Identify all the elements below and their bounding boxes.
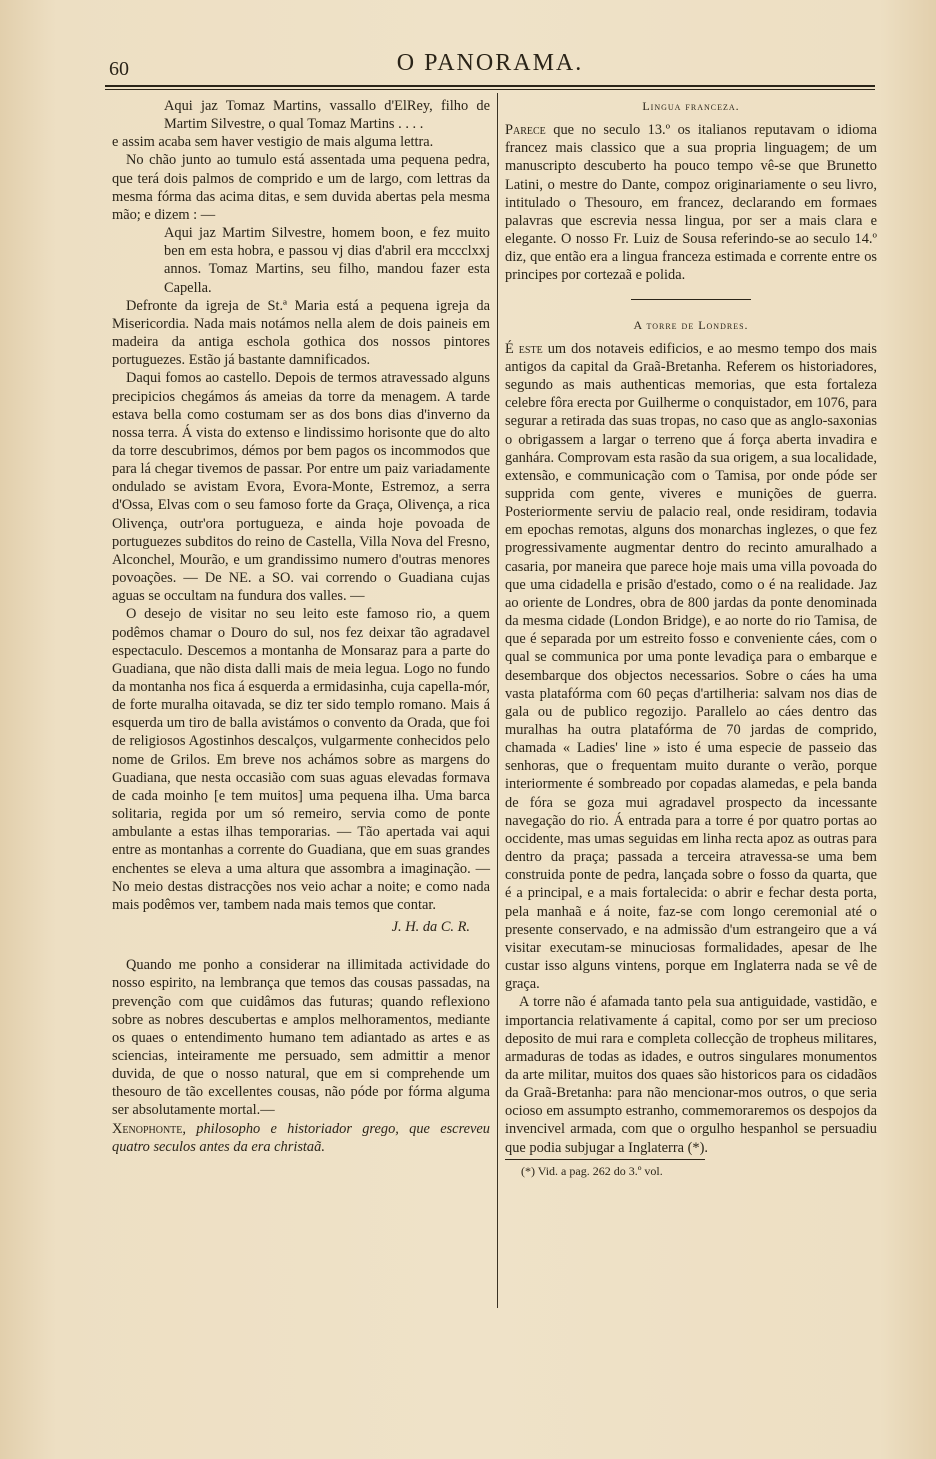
section-divider (631, 299, 751, 300)
paragraph: e assim acaba sem haver vestigio de mais alguma lettra. (112, 134, 434, 151)
attribution (112, 1120, 490, 1156)
paragraph: Daqui fomos ao castello. Depois de termos atravessado alguns precipicios chegámos ás ameias da torre da menagem. A tarde estava bella como costumam ser as dos bons dias d'inverno da nossa terra. Á vista do extenso e lindissimo horisonte que do alto da torre descubrimos, démos por bem pagos os incommodos que para lá chegar tivemos de passar. Por entre um paiz variadamente ondulado se avistam Evora, Evora-Monte, Estremoz, a serra d'Ossa, Elvas com o seu famoso forte da Graça, Olivença, a rica Olivença, outr'ora portugueza, e ainda hoje povoada de portuguezes subditos do reino de Castella, Villa Nova del Fresno, Alconchel, Mourão, e um grandissimo numero d'outras menores povoações. — De NE. a SO. vai correndo o Guadiana cujas aguas se occultam na fundura dos valles. — (112, 370, 490, 605)
header-rule-thin (105, 89, 875, 90)
right-column (505, 97, 877, 1180)
author-signature: J. H. da C. R. (391, 919, 470, 936)
paragraph-text: que no seculo 13.º os italianos reputavam o idioma francez mais classico que a sua propria linguagem; de um manuscripto descuberto ha pouco tempo vê-se que Brunetto Latini, o mestre do Dante, compoz originariamente o seu livro, intitulado o Thesouro, em francez, declarando em formaes palavras que escrevia nessa lingua, por ser a mais clara e elegante. O nosso Fr. Luiz de Sousa referindo-se ao seculo 14.º diz, que então era a lingua franceza estimada e corrente entre os principes por cortezaã e polida. (505, 122, 877, 284)
paragraph: A torre não é afamada tanto pela sua antiguidade, vastidão, e importancia relativamente á capital, como por ser um precioso deposito de mui rara e completa collecção de tropheus militares, armaduras de todas as idades, e outros singulares monumentos da arte militar, muitos dos quaes são historicos para os cidadãos da Graã-Bretanha: para não mencionar-mos outros, o que seria ocioso em assumpto estranho, commemoraremos os despojos da invencivel armada, com que o orgulho hespanhol se persuadiu que podia subjugar a Inglaterra (*). (505, 994, 877, 1156)
column-divider (497, 93, 498, 1308)
paragraph: O desejo de visitar no seu leito este famoso rio, a quem podêmos chamar o Douro do sul, nos fez deixar tão agradavel espectaculo. Descemos a montanha de Monsaraz para a parte do Guadiana, que não dista dalli mais de meia legua. Logo no fundo da montanha nos fica á esquerda a ermidasinha, cuja capella-mór, de forte muralha oitavada, se diz ter sido templo romano. Mais á esquerda um tiro de balla avistámos o convento da Orada, que foi de religiosos Agostinhos descalços, vulgarmente conhecidos pelo nome de Grilos. Em breve nos achámos sobre as margens do Guadiana, que nesta occasião com suas aguas elevadas formava de cada moinho [e tem muitos] uma pequena ilha. Uma barca solitaria, regida por um só remeiro, servia como de ponte ambulante a estas ilhas temporarias. — Tão apertada vai aqui entre as montanhas a corrente do Guadiana, que em suas grandes enchentes se eleva a uma altura que assombra a imaginação. — No meio destas distracções nos veio achar a noite; e como nada mais podêmos ver, tambem nada mais temos que contar. (112, 606, 490, 913)
paragraph: No chão junto ao tumulo está assentada uma pequena pedra, que terá dois palmos de comprido e um de largo, com lettras da mesma fórma das acima ditas, e sem duvida abertas pela mesma mão; e dizem : — (112, 152, 490, 223)
page-header (105, 50, 875, 84)
left-column (112, 97, 490, 1156)
masthead-title: O PANORAMA. (396, 50, 584, 76)
quote-inscription-2: Aqui jaz Martim Silvestre, homem boon, e fez muito ben em esta hobra, e passou vj dias d'abril era mccclxxj annos. Tomaz Martins, seu filho, mandou fazer esta Capella. (164, 225, 490, 296)
footnote-rule (505, 1159, 705, 1160)
attribution-text: , philosopho e historiador grego, que escreveu quatro seculos antes da era christaã. (112, 1120, 490, 1155)
lead-word: Parece (505, 122, 546, 139)
paragraph-xenophon: Quando me ponho a considerar na illimitada actividade do nosso espirito, na lembrança que temos das cousas passadas, na prevenção com que cuidâmos das futuras; quando reflexiono sobre as nobres descubertas e amplos melhoramentos, mediante os quaes o entendimento humano tem adiantado as artes e as sciencias, inteiramente me persuado, sem admittir a menor duvida, de que o nosso natural, que em si comprehende um thesouro de tão excellentes cousas, não póde por fórma alguma ser absolutamente mortal.— (112, 957, 490, 1119)
attribution-name: Xenophonte (112, 1120, 183, 1137)
paragraph-text: um dos notaveis edificios, e ao mesmo tempo dos mais antigos da capital da Graã-Bretanha. Referem os historiadores, segundo as mais authenticas memorias, que esta fortaleza celebre fôra erecta por Guilherme o conquistador, em 1076, para segurar a retirada das suas tropas, no caso que as anglo-saxonias o obrigassem a largar o terreno que á força aberta invadira e ganhára. Comprovam esta rasão da sua origem, a sua localidade, extensão, e communicação com o Tamisa, por onde póde ser supprida com gente, viveres e munições de guerra. Posteriormente serviu de palacio real, onde residiram, todavia em epochas remotas, alguns dos monarchas inglezes, o que fez progressivamente augmentar dentro do recinto amuralhado a casaria, por maneira que parece hoje mais uma villa povoada do que uma cidadella e prisão d'estado, como o é na realidade. Jaz ao oriente de Londres, obra de 800 jardas da ponte denominada da mesma cidade (London Bridge), e ao norte do rio Tamisa, de que é separada por um estreito fosso e conveniente cáes, com o qual se communica por uma ponte levadiça para o embarque e desembarque dos objectos necessarios. Sobre o cáes ha uma vasta platafórma com 60 peças d'artilheria: salvam nos dias de gala ou de publico regozijo. Parallelo ao cáes dentro das muralhas ha outra platafórma de 70 jardas de comprido, chamada « Ladies' line » isto é uma especie de passeio das senhoras, que o frequentam muito durante o verão, porque interiormente é sombreado por copadas alamedas, e pela banda de fóra se goza mui agradavel prospecto da incessante navegação do rio. Á entrada para a torre é por quatro portas ao occidente, mas umas seguidas em linha recta apoz as outras para dentro da praça; passada a terceira atravessa-se uma bem construida ponte de pedra, lançada sobre o fosso da quarta, que é a principal, e a mais fortalecida: o abrir e fechar desta porta, pela manhaã e á noite, faz-se com longo ceremonial até o presente conservado, e na admissão d'um estrangeiro que a vá visitar executam-se minuciosas formalidades, apesar de lhe custar isso alguns vintens, porque em Inglaterra nada se vê de graça. (505, 340, 877, 993)
header-rule (105, 85, 875, 87)
section-title-lingua-franceza: Lingua franceza. (642, 99, 740, 113)
lead-word: É este (505, 340, 543, 357)
paragraph (505, 121, 877, 284)
quote-inscription-1: Aqui jaz Tomaz Martins, vassallo d'ElRey, filho de Martim Silvestre, o qual Tomaz Martins . . . . (164, 98, 490, 133)
paragraph (505, 340, 877, 994)
paragraph: Defronte da igreja de St.ª Maria está a pequena igreja da Misericordia. Nada mais notámos nella alem de dois paineis em madeira da antiga eschola gothica dos nossos pintores portuguezes. Estão já bastante damnificados. (112, 297, 490, 369)
section-title-torre-de-londres: A torre de Londres. (633, 317, 749, 332)
footnote: (*) Vid. a pag. 262 do 3.º vol. (521, 1163, 663, 1178)
page-number: 60 (109, 58, 129, 80)
spacer (112, 936, 490, 956)
